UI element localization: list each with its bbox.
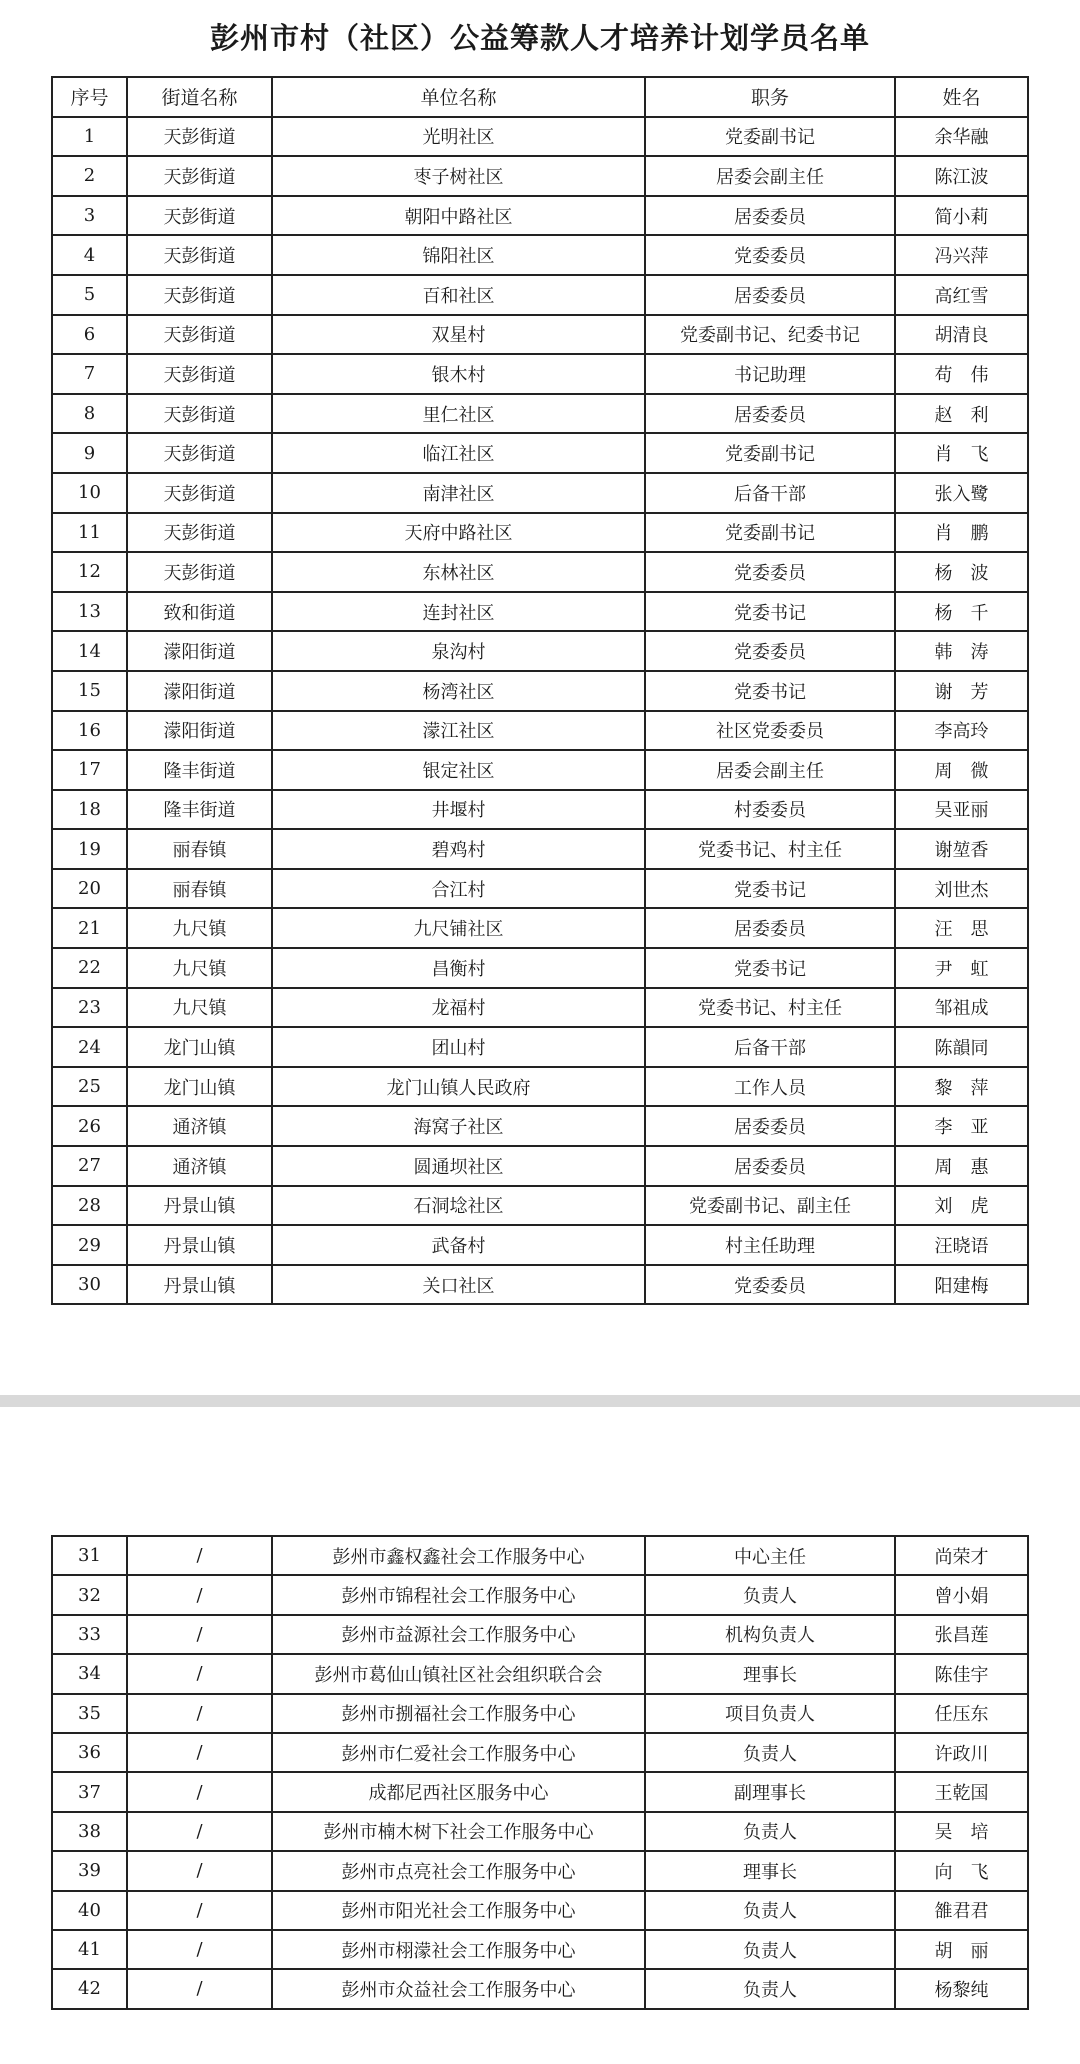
header-index: 序号 — [52, 77, 127, 117]
cell-street: 丽春镇 — [127, 869, 272, 909]
table-row — [52, 1186, 1028, 1226]
cell-unit: 彭州市点亮社会工作服务中心 — [272, 1851, 645, 1890]
cell-unit: 龙福村 — [272, 988, 645, 1028]
cell-position: 村委委员 — [645, 790, 895, 830]
cell-street: 天彭街道 — [127, 156, 272, 196]
cell-position: 党委书记、村主任 — [645, 988, 895, 1028]
cell-index: 3 — [52, 196, 127, 236]
cell-name: 刘 虎 — [895, 1186, 1028, 1226]
cell-name: 杨 波 — [895, 552, 1028, 592]
table-row — [52, 1225, 1028, 1265]
cell-index: 34 — [52, 1654, 127, 1693]
cell-position: 负责人 — [645, 1969, 895, 2008]
cell-name: 简小莉 — [895, 196, 1028, 236]
cell-street: / — [127, 1969, 272, 2008]
cell-street: 天彭街道 — [127, 394, 272, 434]
cell-street: 天彭街道 — [127, 354, 272, 394]
cell-unit: 石洞埝社区 — [272, 1186, 645, 1226]
cell-position: 党委书记、村主任 — [645, 829, 895, 869]
cell-position: 居委会副主任 — [645, 750, 895, 790]
cell-name: 周 惠 — [895, 1146, 1028, 1186]
cell-name: 黎 萍 — [895, 1067, 1028, 1107]
table-row — [52, 711, 1028, 751]
cell-position: 工作人员 — [645, 1067, 895, 1107]
header-street: 街道名称 — [127, 77, 272, 117]
cell-unit: 武备村 — [272, 1225, 645, 1265]
cell-unit: 九尺铺社区 — [272, 908, 645, 948]
cell-position: 居委委员 — [645, 394, 895, 434]
cell-street: / — [127, 1694, 272, 1733]
table-header-row — [52, 77, 1028, 117]
table-row — [52, 948, 1028, 988]
cell-position: 居委委员 — [645, 196, 895, 236]
cell-unit: 百和社区 — [272, 275, 645, 315]
cell-name: 陈韻同 — [895, 1027, 1028, 1067]
cell-street: / — [127, 1772, 272, 1811]
cell-unit: 彭州市栩濛社会工作服务中心 — [272, 1930, 645, 1969]
cell-index: 1 — [52, 117, 127, 157]
cell-unit: 锦阳社区 — [272, 235, 645, 275]
cell-position: 党委副书记 — [645, 433, 895, 473]
cell-index: 15 — [52, 671, 127, 711]
cell-unit: 彭州市葛仙山镇社区社会组织联合会 — [272, 1654, 645, 1693]
cell-position: 机构负责人 — [645, 1615, 895, 1654]
cell-unit: 成都尼西社区服务中心 — [272, 1772, 645, 1811]
cell-street: 天彭街道 — [127, 473, 272, 513]
cell-index: 40 — [52, 1891, 127, 1930]
cell-street: 丹景山镇 — [127, 1265, 272, 1305]
cell-name: 余华融 — [895, 117, 1028, 157]
table-body-part-2 — [52, 1536, 1028, 2009]
cell-name: 高红雪 — [895, 275, 1028, 315]
cell-street: 天彭街道 — [127, 196, 272, 236]
cell-name: 杨黎纯 — [895, 1969, 1028, 2008]
header-unit: 单位名称 — [272, 77, 645, 117]
cell-unit: 海窝子社区 — [272, 1106, 645, 1146]
header-position: 职务 — [645, 77, 895, 117]
cell-name: 雒君君 — [895, 1891, 1028, 1930]
cell-name: 韩 涛 — [895, 631, 1028, 671]
cell-name: 汪晓语 — [895, 1225, 1028, 1265]
cell-index: 18 — [52, 790, 127, 830]
cell-index: 25 — [52, 1067, 127, 1107]
cell-unit: 彭州市楠木树下社会工作服务中心 — [272, 1812, 645, 1851]
cell-unit: 龙门山镇人民政府 — [272, 1067, 645, 1107]
cell-street: 濛阳街道 — [127, 671, 272, 711]
table-row — [52, 1615, 1028, 1654]
cell-position: 后备干部 — [645, 1027, 895, 1067]
cell-index: 9 — [52, 433, 127, 473]
cell-name: 周 微 — [895, 750, 1028, 790]
cell-street: / — [127, 1930, 272, 1969]
cell-index: 31 — [52, 1536, 127, 1575]
cell-street: / — [127, 1733, 272, 1772]
cell-unit: 光明社区 — [272, 117, 645, 157]
cell-street: 濛阳街道 — [127, 631, 272, 671]
cell-name: 曾小娟 — [895, 1575, 1028, 1614]
cell-index: 37 — [52, 1772, 127, 1811]
table-row — [52, 235, 1028, 275]
cell-street: 天彭街道 — [127, 235, 272, 275]
cell-index: 19 — [52, 829, 127, 869]
cell-unit: 井堰村 — [272, 790, 645, 830]
table-row — [52, 117, 1028, 157]
cell-index: 28 — [52, 1186, 127, 1226]
cell-name: 谢 芳 — [895, 671, 1028, 711]
cell-index: 4 — [52, 235, 127, 275]
cell-position: 书记助理 — [645, 354, 895, 394]
cell-name: 苟 伟 — [895, 354, 1028, 394]
table-row — [52, 869, 1028, 909]
cell-street: 天彭街道 — [127, 315, 272, 355]
cell-unit: 天府中路社区 — [272, 513, 645, 553]
cell-unit: 枣子树社区 — [272, 156, 645, 196]
cell-index: 5 — [52, 275, 127, 315]
cell-index: 2 — [52, 156, 127, 196]
cell-unit: 彭州市益源社会工作服务中心 — [272, 1615, 645, 1654]
cell-position: 党委副书记 — [645, 513, 895, 553]
cell-position: 居委委员 — [645, 1106, 895, 1146]
cell-index: 23 — [52, 988, 127, 1028]
cell-position: 负责人 — [645, 1733, 895, 1772]
cell-position: 居委委员 — [645, 1146, 895, 1186]
cell-position: 居委会副主任 — [645, 156, 895, 196]
cell-index: 35 — [52, 1694, 127, 1733]
trainee-table-part-2 — [51, 1535, 1029, 2010]
cell-name: 任压东 — [895, 1694, 1028, 1733]
table-row — [52, 1654, 1028, 1693]
cell-position: 党委书记 — [645, 948, 895, 988]
cell-name: 肖 鹏 — [895, 513, 1028, 553]
cell-unit: 银木村 — [272, 354, 645, 394]
cell-street: 通济镇 — [127, 1146, 272, 1186]
cell-position: 党委书记 — [645, 869, 895, 909]
table-row — [52, 1772, 1028, 1811]
cell-street: / — [127, 1851, 272, 1890]
cell-street: / — [127, 1536, 272, 1575]
cell-unit: 临江社区 — [272, 433, 645, 473]
cell-position: 项目负责人 — [645, 1694, 895, 1733]
table-row — [52, 1812, 1028, 1851]
cell-unit: 泉沟村 — [272, 631, 645, 671]
cell-position: 党委副书记 — [645, 117, 895, 157]
cell-street: 丹景山镇 — [127, 1225, 272, 1265]
cell-index: 38 — [52, 1812, 127, 1851]
cell-street: / — [127, 1891, 272, 1930]
cell-index: 39 — [52, 1851, 127, 1890]
cell-name: 陈江波 — [895, 156, 1028, 196]
cell-name: 冯兴萍 — [895, 235, 1028, 275]
cell-index: 41 — [52, 1930, 127, 1969]
cell-unit: 团山村 — [272, 1027, 645, 1067]
cell-street: 天彭街道 — [127, 513, 272, 553]
cell-position: 党委书记 — [645, 592, 895, 632]
table-row — [52, 196, 1028, 236]
cell-position: 党委委员 — [645, 235, 895, 275]
cell-street: 隆丰街道 — [127, 790, 272, 830]
cell-unit: 东林社区 — [272, 552, 645, 592]
cell-name: 赵 利 — [895, 394, 1028, 434]
cell-name: 向 飞 — [895, 1851, 1028, 1890]
cell-street: 濛阳街道 — [127, 711, 272, 751]
cell-position: 社区党委委员 — [645, 711, 895, 751]
cell-unit: 碧鸡村 — [272, 829, 645, 869]
table-row — [52, 790, 1028, 830]
cell-street: 天彭街道 — [127, 117, 272, 157]
table-row — [52, 829, 1028, 869]
table-row — [52, 1930, 1028, 1969]
cell-index: 16 — [52, 711, 127, 751]
table-row — [52, 433, 1028, 473]
cell-position: 副理事长 — [645, 1772, 895, 1811]
cell-position: 党委委员 — [645, 1265, 895, 1305]
table-row — [52, 275, 1028, 315]
cell-index: 10 — [52, 473, 127, 513]
cell-name: 李高玲 — [895, 711, 1028, 751]
cell-unit: 双星村 — [272, 315, 645, 355]
table-row — [52, 1733, 1028, 1772]
cell-name: 张入鹭 — [895, 473, 1028, 513]
table-row — [52, 1575, 1028, 1614]
cell-unit: 彭州市锦程社会工作服务中心 — [272, 1575, 645, 1614]
cell-index: 22 — [52, 948, 127, 988]
cell-name: 杨 千 — [895, 592, 1028, 632]
table-row — [52, 552, 1028, 592]
table-row — [52, 1891, 1028, 1930]
table-row — [52, 908, 1028, 948]
cell-index: 30 — [52, 1265, 127, 1305]
cell-index: 36 — [52, 1733, 127, 1772]
trainee-table-part-1 — [51, 76, 1029, 1305]
cell-street: 天彭街道 — [127, 275, 272, 315]
table-row — [52, 1969, 1028, 2008]
cell-street: 龙门山镇 — [127, 1027, 272, 1067]
cell-name: 尹 虹 — [895, 948, 1028, 988]
table-row — [52, 671, 1028, 711]
cell-name: 王乾国 — [895, 1772, 1028, 1811]
cell-unit: 昌衡村 — [272, 948, 645, 988]
table-row — [52, 592, 1028, 632]
cell-unit: 合江村 — [272, 869, 645, 909]
cell-index: 12 — [52, 552, 127, 592]
cell-position: 理事长 — [645, 1654, 895, 1693]
table-row — [52, 354, 1028, 394]
cell-index: 13 — [52, 592, 127, 632]
table-row — [52, 631, 1028, 671]
table-row — [52, 394, 1028, 434]
table-row — [52, 156, 1028, 196]
cell-street: / — [127, 1575, 272, 1614]
cell-street: 通济镇 — [127, 1106, 272, 1146]
cell-unit: 连封社区 — [272, 592, 645, 632]
cell-position: 理事长 — [645, 1851, 895, 1890]
cell-street: 天彭街道 — [127, 552, 272, 592]
cell-street: 九尺镇 — [127, 988, 272, 1028]
cell-index: 29 — [52, 1225, 127, 1265]
cell-name: 张昌莲 — [895, 1615, 1028, 1654]
cell-unit: 银定社区 — [272, 750, 645, 790]
cell-index: 17 — [52, 750, 127, 790]
cell-street: 丽春镇 — [127, 829, 272, 869]
cell-unit: 南津社区 — [272, 473, 645, 513]
cell-street: 九尺镇 — [127, 948, 272, 988]
cell-name: 汪 思 — [895, 908, 1028, 948]
cell-position: 后备干部 — [645, 473, 895, 513]
cell-unit: 里仁社区 — [272, 394, 645, 434]
cell-position: 居委委员 — [645, 908, 895, 948]
table-row — [52, 1146, 1028, 1186]
table-row — [52, 750, 1028, 790]
cell-index: 27 — [52, 1146, 127, 1186]
cell-name: 胡清良 — [895, 315, 1028, 355]
cell-position: 居委委员 — [645, 275, 895, 315]
cell-name: 李 亚 — [895, 1106, 1028, 1146]
cell-index: 20 — [52, 869, 127, 909]
cell-unit: 朝阳中路社区 — [272, 196, 645, 236]
table-row — [52, 1027, 1028, 1067]
cell-position: 负责人 — [645, 1930, 895, 1969]
cell-unit: 杨湾社区 — [272, 671, 645, 711]
table-row — [52, 1106, 1028, 1146]
cell-index: 14 — [52, 631, 127, 671]
cell-index: 11 — [52, 513, 127, 553]
cell-index: 42 — [52, 1969, 127, 2008]
cell-position: 党委副书记、副主任 — [645, 1186, 895, 1226]
header-name: 姓名 — [895, 77, 1028, 117]
table-row — [52, 988, 1028, 1028]
cell-index: 24 — [52, 1027, 127, 1067]
cell-street: / — [127, 1615, 272, 1654]
cell-index: 32 — [52, 1575, 127, 1614]
cell-position: 中心主任 — [645, 1536, 895, 1575]
cell-unit: 彭州市阳光社会工作服务中心 — [272, 1891, 645, 1930]
table-row — [52, 513, 1028, 553]
cell-position: 负责人 — [645, 1575, 895, 1614]
cell-position: 党委书记 — [645, 671, 895, 711]
page-separator — [0, 1395, 1080, 1407]
cell-index: 33 — [52, 1615, 127, 1654]
cell-position: 党委委员 — [645, 631, 895, 671]
cell-name: 陈佳宇 — [895, 1654, 1028, 1693]
table-row — [52, 473, 1028, 513]
document-title: 彭州市村（社区）公益筹款人才培养计划学员名单 — [209, 21, 870, 55]
cell-street: / — [127, 1812, 272, 1851]
cell-index: 8 — [52, 394, 127, 434]
cell-position: 党委副书记、纪委书记 — [645, 315, 895, 355]
table-row — [52, 315, 1028, 355]
cell-unit: 关口社区 — [272, 1265, 645, 1305]
cell-index: 26 — [52, 1106, 127, 1146]
cell-street: 天彭街道 — [127, 433, 272, 473]
cell-name: 吴亚丽 — [895, 790, 1028, 830]
cell-name: 谢堃香 — [895, 829, 1028, 869]
cell-position: 负责人 — [645, 1891, 895, 1930]
cell-street: 致和街道 — [127, 592, 272, 632]
table-row — [52, 1265, 1028, 1305]
cell-name: 刘世杰 — [895, 869, 1028, 909]
table-row — [52, 1067, 1028, 1107]
cell-street: 隆丰街道 — [127, 750, 272, 790]
cell-name: 许政川 — [895, 1733, 1028, 1772]
cell-index: 21 — [52, 908, 127, 948]
cell-name: 胡 丽 — [895, 1930, 1028, 1969]
cell-street: 龙门山镇 — [127, 1067, 272, 1107]
cell-index: 6 — [52, 315, 127, 355]
table-row — [52, 1694, 1028, 1733]
cell-unit: 彭州市捌福社会工作服务中心 — [272, 1694, 645, 1733]
table-row — [52, 1536, 1028, 1575]
cell-unit: 濛江社区 — [272, 711, 645, 751]
cell-unit: 圆通坝社区 — [272, 1146, 645, 1186]
cell-position: 村主任助理 — [645, 1225, 895, 1265]
cell-name: 阳建梅 — [895, 1265, 1028, 1305]
table-row — [52, 1851, 1028, 1890]
cell-index: 7 — [52, 354, 127, 394]
cell-street: 丹景山镇 — [127, 1186, 272, 1226]
table-body-part-1 — [52, 117, 1028, 1305]
cell-unit: 彭州市仁爱社会工作服务中心 — [272, 1733, 645, 1772]
cell-street: 九尺镇 — [127, 908, 272, 948]
cell-unit: 彭州市众益社会工作服务中心 — [272, 1969, 645, 2008]
cell-position: 党委委员 — [645, 552, 895, 592]
cell-name: 尚荣才 — [895, 1536, 1028, 1575]
cell-unit: 彭州市鑫权鑫社会工作服务中心 — [272, 1536, 645, 1575]
cell-name: 邹祖成 — [895, 988, 1028, 1028]
cell-position: 负责人 — [645, 1812, 895, 1851]
cell-name: 肖 飞 — [895, 433, 1028, 473]
cell-name: 吴 培 — [895, 1812, 1028, 1851]
cell-street: / — [127, 1654, 272, 1693]
